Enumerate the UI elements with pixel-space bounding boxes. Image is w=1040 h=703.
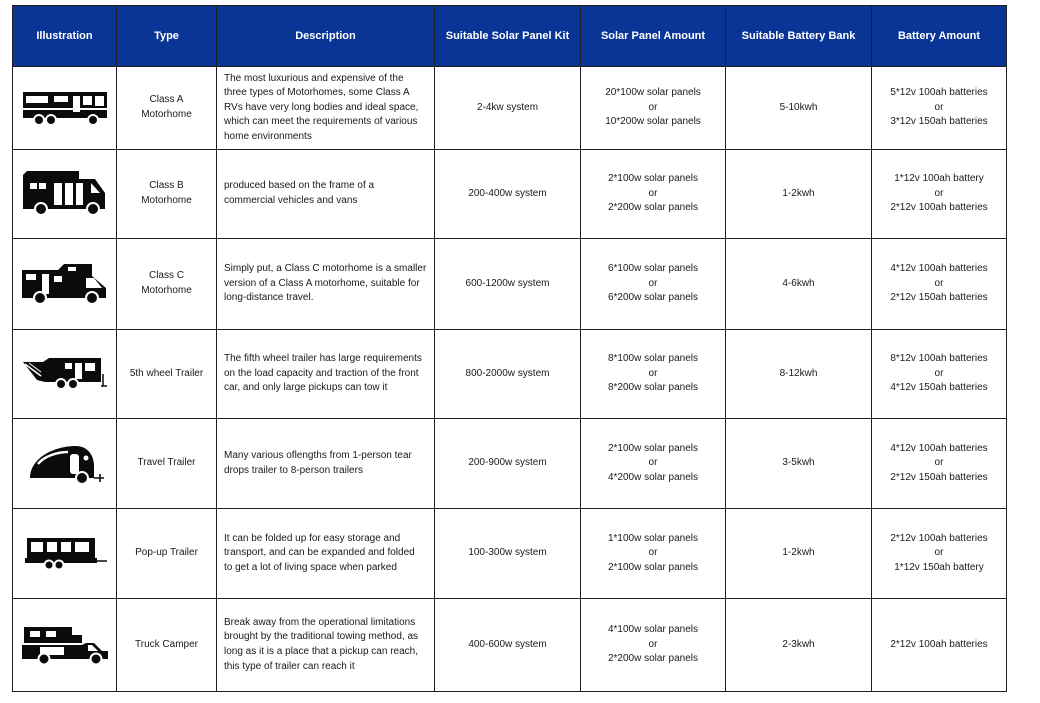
description-cell [217,239,435,330]
type-line: Class C [148,270,184,282]
solar-kit-cell: 600-1200w system [435,239,581,330]
panel-amount-line: 10*200w solar panels [605,116,701,128]
battery-bank-cell: 4-6kwh [726,239,872,330]
panel-amount-line: or [648,187,658,199]
type-line: Pop-up Trailer [135,547,198,559]
panel-amount-line: 2*100w solar panels [607,561,699,573]
battery-amount-cell [872,509,1007,599]
rv-solar-table [12,5,1007,692]
description-cell [217,599,435,692]
panel-amount-line: 6*100w solar panels [607,263,699,275]
battery-amount-line: 2*12v 100ah batteries [890,638,988,650]
battery-bank-cell: 2-3kwh [726,599,872,692]
solar-kit-cell: 100-300w system [435,509,581,599]
battery-amount-line: 4*12v 100ah batteries [890,442,988,454]
type-cell [117,599,217,692]
panel-amount-line: 8*100w solar panels [607,353,699,365]
travel-trailer-icon [24,442,106,486]
type-line: Truck Camper [135,638,198,650]
battery-amount-line: or [934,277,944,289]
battery-amount-cell [872,330,1007,419]
battery-amount-line: 1*12v 150ah battery [894,561,984,573]
battery-amount-cell [872,239,1007,330]
description-line: which can meet the requirements of various [224,116,418,128]
header-row [13,6,1007,67]
class-b-motorhome-icon [21,169,109,219]
table-row [13,509,1007,599]
type-cell [117,509,217,599]
description-line: Many various oflengths from 1-person tear [224,449,412,461]
solar-kit-cell: 2-4kw system [435,67,581,150]
battery-amount-line: or [934,547,944,559]
description-cell [217,330,435,419]
battery-bank-cell: 1-2kwh [726,509,872,599]
description-line: car, and only large pickups can tow it [224,382,388,394]
description-line: on the load capacity and traction of the front [224,367,419,379]
type-cell [117,419,217,509]
description-line: long-distance travel. [224,292,314,304]
illustration-cell [13,330,117,419]
panel-amount-line: 4*100w solar panels [607,624,699,636]
table-row [13,239,1007,330]
header-solar-kit: Suitable Solar Panel Kit [435,6,581,67]
battery-amount-line: or [934,457,944,469]
panel-amount-line: or [648,638,658,650]
description-line: Break away from the operational limitations [224,616,416,628]
solar-kit-cell: 800-2000w system [435,330,581,419]
battery-amount-line: or [934,367,944,379]
illustration-cell [13,419,117,509]
battery-amount-line: or [934,101,944,113]
illustration-cell [13,239,117,330]
illustration-cell [13,67,117,150]
panel-amount-line: or [648,367,658,379]
header-illustration: Illustration [13,6,117,67]
panel-amount-line: 2*200w solar panels [607,202,699,214]
battery-amount-cell [872,599,1007,692]
type-line: Travel Trailer [137,457,196,469]
description-line: this type of trailer can reach it [224,660,355,672]
battery-amount-cell [872,419,1007,509]
panel-amount-cell [581,239,726,330]
description-cell [217,150,435,239]
table-row [13,67,1007,150]
panel-amount-line: 2*100w solar panels [607,442,699,454]
panel-amount-line: 4*200w solar panels [607,471,699,483]
description-cell [217,509,435,599]
battery-bank-cell: 8-12kwh [726,330,872,419]
description-line: to get a lot of living space when parked [224,561,397,573]
panel-amount-line: 6*200w solar panels [607,292,699,304]
pop-up-trailer-icon [23,534,107,574]
class-c-motorhome-icon [20,262,110,306]
panel-amount-line: or [648,277,658,289]
header-battery-bank: Suitable Battery Bank [726,6,872,67]
battery-amount-line: 2*12v 100ah batteries [890,532,988,544]
type-cell [117,150,217,239]
battery-amount-line: 3*12v 150ah batteries [890,116,988,128]
description-line: commercial vehicles and vans [224,195,358,206]
description-line: Simply put, a Class C motorhome is a smaller [224,263,427,275]
illustration-cell [13,150,117,239]
table-row [13,419,1007,509]
battery-amount-line: 2*12v 100ah batteries [890,202,988,214]
type-line: Motorhome [141,195,192,206]
type-line: 5th wheel Trailer [129,367,204,379]
header-description: Description [217,6,435,67]
description-line: version of a Class A motorhome, suitable for [224,277,420,289]
battery-amount-line: 4*12v 100ah batteries [890,263,988,275]
type-line: Motorhome [141,285,192,296]
type-line: Motorhome [141,109,192,120]
description-line: RVs have very long bodies and ideal space, [224,101,419,113]
description-line: The most luxurious and expensive of the [224,72,404,84]
description-cell [217,419,435,509]
illustration-cell [13,509,117,599]
description-line: home environments [224,130,312,142]
panel-amount-line: 8*200w solar panels [607,382,699,394]
panel-amount-cell [581,599,726,692]
type-cell [117,239,217,330]
type-line: Class B [149,180,184,192]
header-type: Type [117,6,217,67]
battery-amount-cell [872,67,1007,150]
battery-amount-line: 2*12v 150ah batteries [890,471,988,483]
battery-bank-cell: 5-10kwh [726,67,872,150]
panel-amount-line: or [648,101,658,113]
panel-amount-line: 20*100w solar panels [605,87,701,99]
panel-amount-line: 2*200w solar panels [607,653,699,665]
table-row [13,599,1007,692]
illustration-cell [13,599,117,692]
battery-amount-line: 1*12v 100ah battery [894,173,984,185]
type-cell [117,330,217,419]
battery-amount-line: 2*12v 150ah batteries [890,292,988,304]
header-panel-amount: Solar Panel Amount [581,6,726,67]
table-row [13,330,1007,419]
solar-kit-cell: 200-900w system [435,419,581,509]
header-battery-amount: Battery Amount [872,6,1007,67]
battery-amount-line: or [934,187,944,199]
battery-bank-cell: 3-5kwh [726,419,872,509]
solar-kit-cell: 400-600w system [435,599,581,692]
battery-amount-line: 5*12v 100ah batteries [890,87,988,99]
description-line: produced based on the frame of a [224,180,375,192]
description-line: It can be folded up for easy storage and [224,532,401,544]
battery-amount-line: 4*12v 150ah batteries [890,382,988,394]
table-row [13,150,1007,239]
panel-amount-line: 2*100w solar panels [607,173,699,185]
panel-amount-line: 1*100w solar panels [607,532,699,544]
description-line: three types of Motorhomes, some Class A [224,87,410,99]
class-a-motorhome-icon [21,88,109,128]
type-line: Class A [149,94,184,106]
battery-amount-cell [872,150,1007,239]
panel-amount-line: or [648,547,658,559]
description-line: The fifth wheel trailer has large requirements [224,353,422,365]
description-cell [217,67,435,150]
panel-amount-cell [581,330,726,419]
panel-amount-cell [581,419,726,509]
panel-amount-cell [581,150,726,239]
panel-amount-cell [581,67,726,150]
type-cell [117,67,217,150]
description-line: long as it is a place that a pickup can reach, [224,646,419,657]
description-line: drops trailer to 8-person trailers [224,464,363,476]
panel-amount-cell [581,509,726,599]
description-line: transport, and can be expanded and folded [224,547,415,559]
truck-camper-icon [20,623,110,667]
panel-amount-line: or [648,457,658,469]
solar-kit-cell: 200-400w system [435,150,581,239]
description-line: brought by the traditional towing method, as [224,631,419,643]
battery-bank-cell: 1-2kwh [726,150,872,239]
fifth-wheel-trailer-icon [19,354,111,394]
battery-amount-line: 8*12v 100ah batteries [890,353,988,365]
